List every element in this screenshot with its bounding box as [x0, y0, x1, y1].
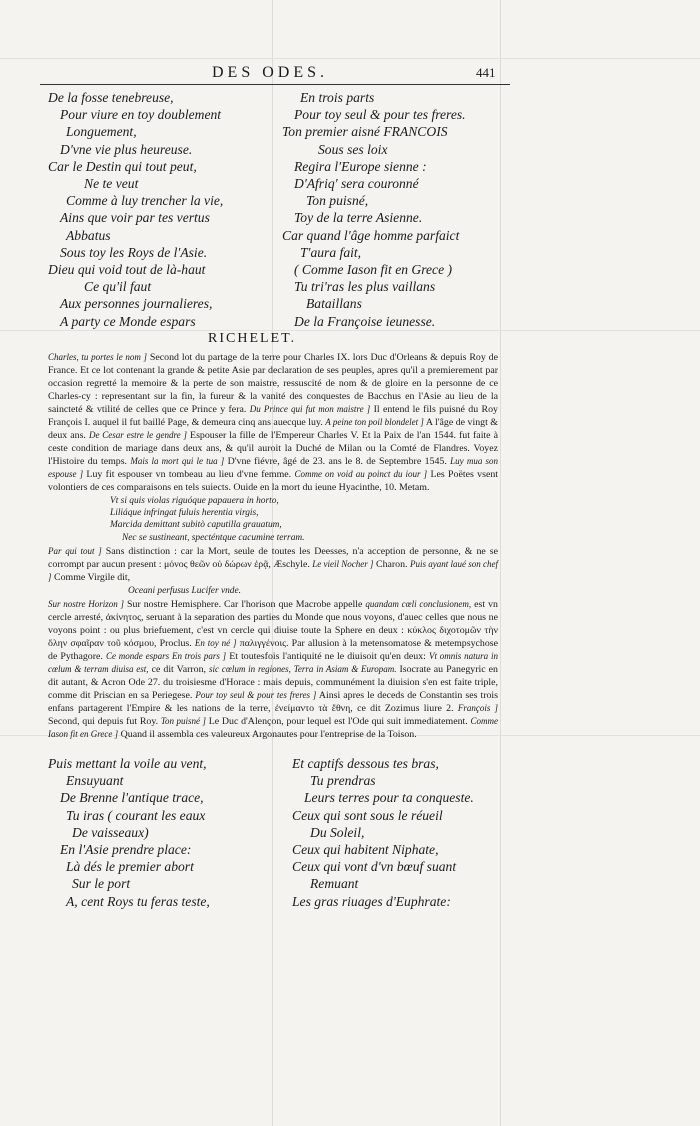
commentary-text: ce dit Varron, [148, 664, 210, 676]
lemma: Pour toy seul & pour tes freres ] [195, 690, 317, 701]
verse-line: Aux personnes journalieres, [60, 296, 213, 312]
commentary-text: Les Poëtes vsent volontiers de ces comparaisons en tels suiects. Ouide en la mort du ieune Hyacinthe, 10. Metam. [48, 469, 499, 493]
lemma: Luy mua son espouse ] [48, 456, 498, 479]
verse-line: Ceux qui sont sous le réueil [292, 807, 443, 823]
commentary-paragraph [48, 351, 498, 494]
lemma: Le vieil Nocher ] [312, 558, 374, 569]
verse-line: Ceux qui habitent Niphate, [292, 842, 439, 858]
verse-line: Et captifs dessous tes bras, [292, 756, 439, 771]
verse-line: Tu tri'ras les plus vaillans [294, 279, 436, 295]
lemma: Comme on void au poinct du iour ] [294, 469, 428, 479]
commentary-text: Luy fit espouser vn tombeau au lieu d'vne femme. [83, 469, 295, 480]
commentary-text: Espouser la fille de l'Empereur Charles V. Et la Paix de l'an 1544. fut faite à ceste condition de mariage dans deux ans, & qu'il auroit la Duché de Milan ou la Comté de Flandres. Voyez l'Histoire du temps. [48, 430, 499, 467]
commentary-text: Second lot du partage de la terre pour Charles IX. lors Duc d'Orleans & depuis Roy de France. Et ce lot contenant la grande & petite Asie par declaration de ses peuples, apres qu'il a premierement par occasion regretté la memoire & la perte de son maistre, ressuscité de nom & de gloire en la personne de ce Charles-cy : representant sur la fin, la fureur & la vanité des conquestes de Bacchus en l'Asie au lieu de la saincteté & vtilité de celles que ce Prince y fera. [48, 352, 498, 415]
verse-line: Tu prendras [310, 773, 376, 789]
lemma: En toy né ] [194, 638, 237, 649]
verse-line: Ains que voir par tes vertus [60, 210, 210, 226]
verse-line: Sur le port [72, 876, 131, 892]
verse-line: Tu iras ( courant les eaux [66, 807, 206, 823]
commentary-text: Il entend le fils puisné du Roy François I. auquel il fut baillé Page, & demeura cinq ans auecque luy. [48, 404, 498, 428]
lemma: Comme Iason fit en Grece ] [48, 716, 498, 740]
verse-line: De la Françoise ieunesse. [294, 313, 436, 329]
commentary-paragraph [48, 598, 498, 741]
commentary-text: Le Duc d'Alençon, pour lequel est l'Ode qui suit immediatement. [206, 716, 471, 728]
latin-quote [110, 495, 498, 544]
commentary-text: Sans distinction : car la Mort, seule de toutes les Deesses, n'a acception de personne, & ne se corrompt par aucun present : μόνος θεῶν οὐ δώρων ἐρᾷ, Æschyle. [48, 545, 498, 570]
commentary-text: Et toutesfois l'antiquité ne le diuisoit qu'en deux: [226, 651, 429, 663]
verse-line: ( Comme Iason fit en Grece ) [294, 262, 453, 278]
verse-line: Remuant [310, 876, 359, 892]
commentary-title: RICHELET. [208, 331, 297, 346]
poem-stanza-right-bottom [292, 755, 474, 910]
lemma: sic cœlum in regiones, Terra in Asiam & Europam. [209, 664, 397, 675]
verse-line: Là dés le premier abort [66, 859, 194, 875]
verse-line: Bataillans [306, 296, 362, 312]
verse-line: De vaisseaux) [72, 824, 149, 840]
commentary-text: D'vne fiévre, âgé de 23. ans le 8. de Septembre 1545. [224, 456, 451, 467]
lemma: quandam cœli conclusionem, [365, 599, 472, 610]
verse-line: Sous ses loix [318, 141, 388, 157]
poem-stanza-left-top [48, 89, 223, 330]
verse-line: Longuement, [66, 124, 137, 140]
verse-line: Comme à luy trencher la vie, [66, 193, 224, 209]
verse-line: Vt si quis violas riguóque papauera in horto, [110, 496, 279, 506]
commentary-text: A l'âge de vingt & deux ans. [48, 417, 498, 441]
latin-quote [110, 585, 498, 597]
verse-line: Ceux qui vont d'vn bœuf suant [292, 859, 457, 875]
lemma: Vt omnis natura in cœlum & terram diuisa est, [48, 651, 498, 675]
running-title: DES ODES. [212, 64, 329, 81]
lemma: Sur nostre Horizon ] [48, 599, 125, 610]
verse-line: De Brenne l'antique trace, [60, 790, 204, 806]
verse-line: Dieu qui void tout de là-haut [48, 262, 206, 278]
poem-stanza-right-top [282, 89, 466, 330]
verse-line: T'aura fait, [300, 244, 362, 260]
verse-line: Oceani perfusus Lucifer vnde. [128, 585, 241, 596]
page-number: 441 [476, 65, 496, 80]
verse-line: Abbatus [66, 227, 111, 243]
lemma: A peine ton poil blondelet ] [325, 417, 424, 427]
verse-line: Car quand l'âge homme parfaict [282, 227, 460, 243]
lemma: De Cesar estre le gendre ] [88, 430, 187, 440]
commentary-text: Charon. [373, 558, 410, 570]
verse-line: Ton puisné, [306, 193, 369, 209]
grid-line [0, 58, 700, 59]
grid-line [0, 330, 700, 331]
header-rule [40, 84, 510, 85]
lemma: Charles, tu portes le nom ] [48, 352, 148, 362]
verse-line: Toy de la terre Asienne. [294, 210, 423, 226]
lemma: Par qui tout ] [48, 545, 102, 556]
verse-line: Du Soleil, [310, 824, 365, 840]
commentary-text: Comme Virgile dit, [51, 571, 131, 583]
verse-line: Ton premier aisné FRANCOIS [282, 124, 448, 140]
verse-line: Pour toy seul & pour tes freres. [294, 107, 466, 123]
verse-line: D'Afriq' sera couronné [294, 176, 419, 192]
verse-line: Regira l'Europe sienne : [294, 158, 427, 174]
lemma: Du Prince qui fut mon maistre ] [249, 404, 371, 414]
verse-line: A party ce Monde espars [60, 313, 196, 329]
verse-line: Leurs terres pour ta conqueste. [304, 790, 474, 806]
commentary-text: Quand il assembla ces valeureux Argonautes pour l'entreprise de la Toison. [118, 729, 417, 741]
verse-line: Les gras riuages d'Euphrate: [292, 893, 451, 909]
verse-line: De la fosse tenebreuse, [48, 90, 174, 105]
lemma: Mais la mort qui le tua ] [130, 456, 225, 466]
commentary-text: est vn cercle arresté, ἀκίνητος, seruant à la separation des parties du Monde que nous voyons, d'auec celles que nous ne voyons point : ou plus briefuement, c'est vn cercle qui diuise toute la Sphere en deux : κύκλος διχοτομῶν τὴν ὅλην σφαῖραν τοῦ κόσμου, Proclus. [48, 599, 498, 650]
lemma: François ] [457, 703, 499, 714]
verse-line: Pour viure en toy doublement [60, 107, 222, 123]
commentary-text: Second, qui depuis fut Roy. [48, 716, 161, 728]
verse-line: Ensuyuant [66, 773, 124, 789]
commentary-text: Ainsi apres le deceds de Constantin ses trois enfans partagerent l'Empire & les nations de la terre, ἐνείμαντο τὰ ἔθνη, ce dit Zozimus liure 2. [48, 690, 499, 715]
verse-line: Puis mettant la voile au vent, [48, 756, 207, 771]
verse-line: Nec se sustineant, specténtque cacumine terram. [122, 532, 305, 543]
commentary-text: παλιγγένοις. Par allusion à la metensomatose & metempsychose de Pythagore. [48, 638, 498, 663]
verse-line: A, cent Roys tu feras teste, [66, 893, 210, 909]
commentary-body [48, 351, 498, 741]
verse-line: Ce qu'il faut [84, 279, 152, 295]
verse-line: Car le Destin qui tout peut, [48, 158, 197, 174]
lemma: Ton puisné ] [160, 716, 207, 727]
verse-line: Ne te veut [84, 176, 139, 192]
verse-line: En l'Asie prendre place: [60, 842, 192, 858]
commentary-text: Isocrate au Panegyric en dit autant, & Acron Ode 27. du troisiesme d'Horace : mais depuis, communément la diuision s'en est faite triple, comme dit Priscian en sa Periegese. [48, 664, 498, 702]
verse-line: Marcida demittant subitò caputilla grauatum, [110, 520, 282, 531]
verse-line: En trois parts [300, 90, 375, 105]
lemma: Ce monde espars En trois pars ] [105, 651, 227, 662]
page-header [0, 64, 700, 86]
verse-line: Liliáque infringat fuluis herentia virgis, [110, 508, 259, 519]
lemma: Puis ayant laué son chef ] [48, 558, 498, 582]
verse-line: Sous toy les Roys de l'Asie. [60, 244, 208, 260]
commentary-paragraph [48, 545, 498, 584]
poem-stanza-left-bottom [48, 755, 210, 910]
grid-line [500, 0, 501, 1126]
commentary-text: Sur nostre Hemisphere. Car l'horison que Macrobe appelle [124, 599, 366, 611]
verse-line: D'vne vie plus heureuse. [60, 141, 193, 157]
